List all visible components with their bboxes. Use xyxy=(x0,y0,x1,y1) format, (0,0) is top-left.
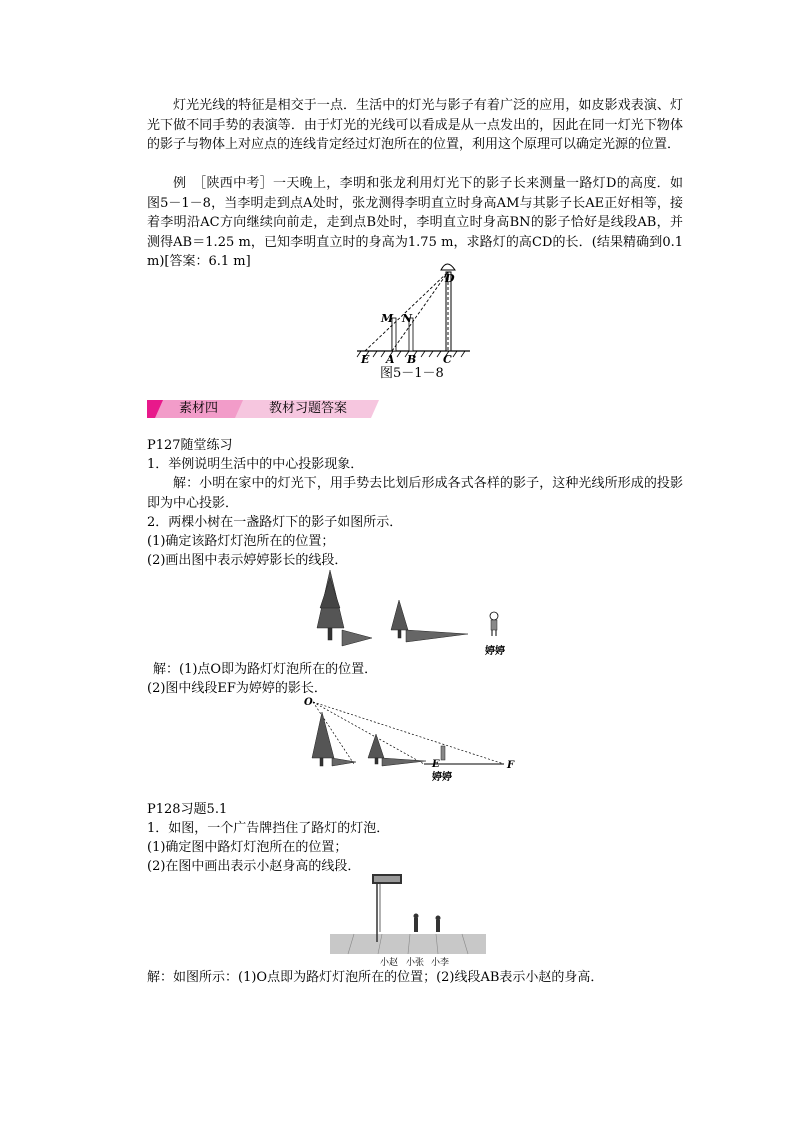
label-a: A xyxy=(386,353,395,366)
fig3-label-zhang: 小张 xyxy=(406,958,425,966)
label-d: D xyxy=(445,272,455,285)
label-n: N xyxy=(402,312,413,325)
girl-head-icon xyxy=(490,612,498,620)
section-banner xyxy=(147,400,379,418)
fig2-tingting-label: 婷婷 xyxy=(432,772,452,783)
fig2-label-o: O xyxy=(304,697,313,708)
p127-q2b: (2)画出图中表示婷婷影长的线段． xyxy=(147,553,348,568)
p127-a1: 解：小明在家中的灯光下，用手势去比划后形成各式各样的影子，这种光线所形成的投影即为中心投影． xyxy=(147,476,683,511)
figure-5-1-8 xyxy=(355,256,475,366)
label-m: M xyxy=(381,312,394,325)
label-e: E xyxy=(361,353,370,366)
trees-figure xyxy=(312,568,527,658)
p127-heading: P127随堂练习 xyxy=(147,438,233,453)
fig2-label-e: E xyxy=(432,759,440,770)
figure-caption: 图5－1－8 xyxy=(380,366,444,381)
p127-a2a: 解：(1)点O即为路灯灯泡所在的位置． xyxy=(153,662,378,677)
p128-heading: P128习题5.1 xyxy=(147,802,228,817)
p127-q2a: (1)确定该路灯灯泡所在的位置； xyxy=(147,534,335,549)
p127-q1: 1．举例说明生活中的中心投影现象． xyxy=(147,457,364,472)
example-paragraph: 例 ［陕西中考］一天晚上，李明和张龙利用灯光下的影子长来测量一路灯D的高度．如图5－1－8，当李明走到点A处时，张龙测得李明直立时身高AM与其影子长AE正好相等，接着李明沿AC方向继续向前走，走到点B处时，李明直立时身高BN的影子恰好是线段AB，并测得AB＝1.25 m，已知李明直立时的身高为1.75 m，求路灯的高CD的长．(结果精确到0.1 m)[答案：6.1 m] xyxy=(147,176,683,269)
fig2-label-f: F xyxy=(507,760,515,771)
trees-projection-figure xyxy=(304,694,524,784)
label-c: C xyxy=(443,353,452,366)
fig3-label-zhao: 小赵 xyxy=(380,958,399,966)
tingting-label: 婷婷 xyxy=(485,646,505,657)
p127-q2: 2．两棵小树在一盏路灯下的影子如图所示． xyxy=(147,515,403,530)
p128-q1b: (2)在图中画出表示小赵身高的线段． xyxy=(147,859,361,874)
label-b: B xyxy=(407,353,417,366)
p128-answer: 解：如图所示：(1)O点即为路灯灯泡所在的位置；(2)线段AB表示小赵的身高． xyxy=(147,970,604,985)
section-tag: 素材四 xyxy=(179,401,219,416)
billboard-figure xyxy=(328,872,488,966)
intro-paragraph: 灯光光线的特征是相交于一点．生活中的灯光与影子有着广泛的应用，如皮影戏表演、灯光下做不同手势的表演等．由于灯光的光线可以看成是从一点发出的，因此在同一灯光下物体的影子与物体上对应点的连线肯定经过灯泡所在的位置，利用这个原理可以确定光源的位置． xyxy=(147,98,683,152)
p127-a2b: (2)图中线段EF为婷婷的影长． xyxy=(147,681,327,696)
p128-q1a: (1)确定图中路灯灯泡所在的位置； xyxy=(147,840,348,855)
p128-q1: 1．如图，一个广告牌挡住了路灯的灯泡． xyxy=(147,821,390,836)
section-title: 教材习题答案 xyxy=(269,401,348,416)
fig3-label-li: 小李 xyxy=(431,958,450,966)
